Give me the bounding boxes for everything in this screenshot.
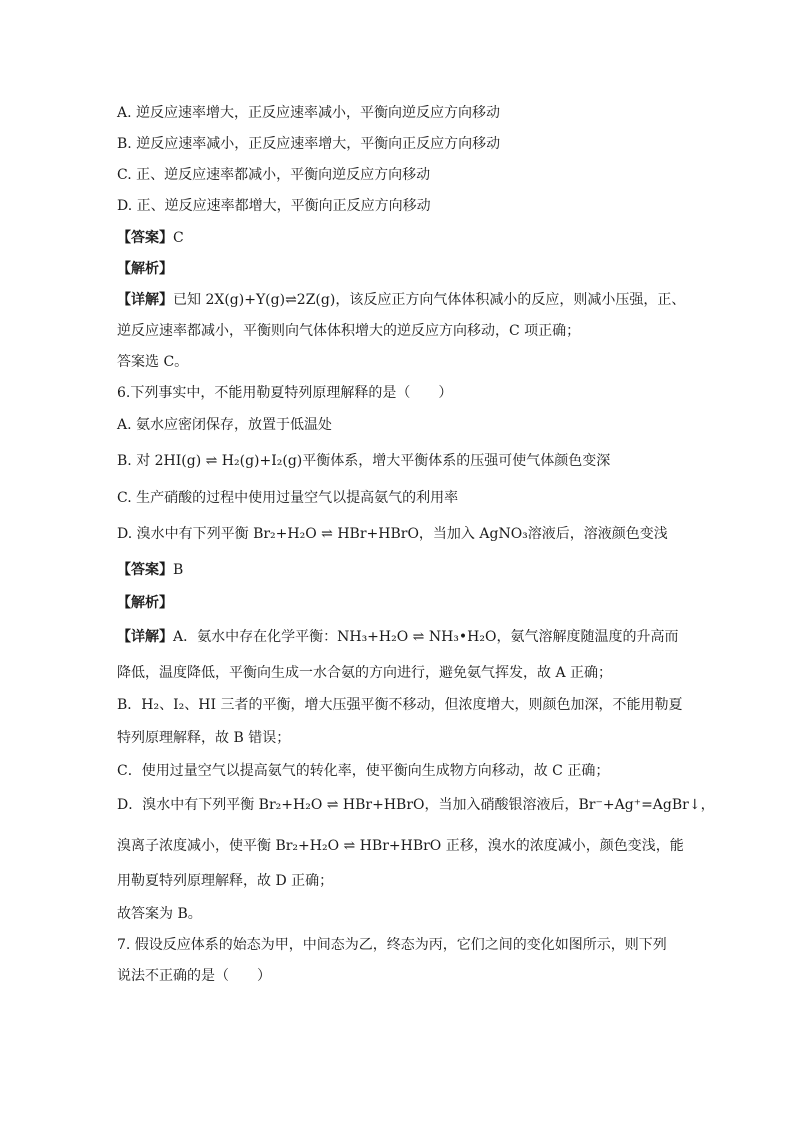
q6-analysis-tag: 【解析】 xyxy=(117,595,173,611)
q5-option-c: C. 正、逆反应速率都减小，平衡向逆反应方向移动 xyxy=(117,167,431,183)
q6-detail-d-2: 溴离子浓度减小，使平衡 Br₂+H₂O ⇌ HBr+HBrO 正移，溴水的浓度减小，颜色变浅，能 xyxy=(117,838,684,854)
detail-text: A．氨水中存在化学平衡：NH₃+H₂O ⇌ NH₃•H₂O，氨气溶解度随温度的升高而 xyxy=(173,629,679,645)
q6-detail-c: C．使用过量空气以提高氨气的转化率，使平衡向生成物方向移动，故 C 正确； xyxy=(117,763,610,779)
q7-stem-line-1: 7. 假设反应体系的始态为甲，中间态为乙，终态为丙，它们之间的变化如图所示，则下列 xyxy=(117,937,667,953)
q6-option-a: A. 氨水应密闭保存，放置于低温处 xyxy=(117,417,333,433)
q6-option-b: B. 对 2HI(g) ⇌ H₂(g)+I₂(g)平衡体系，增大平衡体系的压强可使气体颜色变深 xyxy=(117,453,611,469)
q5-option-b: B. 逆反应速率减小，正反应速率增大，平衡向正反应方向移动 xyxy=(117,136,501,152)
detail-tag: 【详解】 xyxy=(117,292,173,308)
q7-stem-line-2: 说法不正确的是（ ） xyxy=(117,968,271,984)
q6-detail-d-1: D．溴水中有下列平衡 Br₂+H₂O ⇌ HBr+HBrO，当加入硝酸银溶液后，Br⁻+Ag⁺=AgBr↓， xyxy=(117,797,715,813)
q5-detail-line-1 xyxy=(117,291,685,309)
detail-text: 已知 2X(g)+Y(g)⇌2Z(g)，该反应正方向气体体积减小的反应，则减小压强，正、 xyxy=(173,292,686,308)
q6-stem: 6.下列事实中，不能用勒夏特列原理解释的是（ ） xyxy=(117,385,453,401)
q5-answer xyxy=(117,229,184,247)
q6-detail-b-2: 特列原理解释，故 B 错误； xyxy=(117,730,291,746)
answer-tag: 【答案】 xyxy=(117,562,173,578)
q6-option-d: D. 溴水中有下列平衡 Br₂+H₂O ⇌ HBr+HBrO，当加入 AgNO₃溶液后，溶液颜色变浅 xyxy=(117,526,668,542)
q5-detail-line-2: 逆反应速率都减小，平衡则向气体体积增大的逆反应方向移动，C 项正确； xyxy=(117,323,581,339)
q6-detail-b-1: B．H₂、I₂、HI 三者的平衡，增大压强平衡不移动，但浓度增大，则颜色加深，不能用勒夏 xyxy=(117,697,683,713)
answer-value: B xyxy=(173,562,184,578)
q6-detail-a-1 xyxy=(117,628,678,646)
q6-detail-a-2: 降低，温度降低，平衡向生成一水合氨的方向进行，避免氨气挥发，故 A 正确； xyxy=(117,665,613,681)
q6-conclusion: 故答案为 B。 xyxy=(117,906,202,922)
answer-tag: 【答案】 xyxy=(117,230,173,246)
q5-option-a: A. 逆反应速率增大，正反应速率减小，平衡向逆反应方向移动 xyxy=(117,105,501,121)
detail-tag: 【详解】 xyxy=(117,629,173,645)
q6-detail-d-3: 用勒夏特列原理解释，故 D 正确； xyxy=(117,873,334,889)
q6-option-c: C. 生产硝酸的过程中使用过量空气以提高氨气的利用率 xyxy=(117,490,459,506)
q5-conclusion: 答案选 C。 xyxy=(117,354,189,370)
q5-analysis-tag: 【解析】 xyxy=(117,261,173,277)
q5-option-d: D. 正、逆反应速率都增大，平衡向正反应方向移动 xyxy=(117,198,431,214)
answer-value: C xyxy=(173,230,184,246)
q6-answer xyxy=(117,561,183,579)
